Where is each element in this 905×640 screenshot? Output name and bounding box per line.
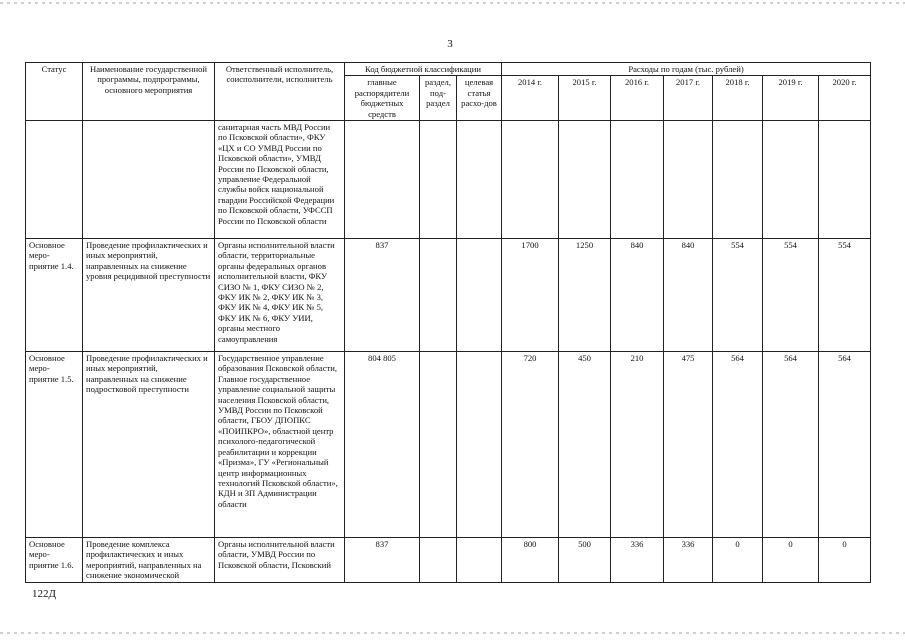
cell-value: 1700	[502, 239, 559, 352]
cell-grbs	[345, 121, 420, 239]
header-year: 2016 г.	[611, 76, 664, 121]
cell-name: Проведение профилактических и иных мероприятий, направленных на снижение подростковой преступности	[83, 352, 215, 538]
cell-value	[713, 121, 763, 239]
cell-value: 475	[664, 352, 713, 538]
cell-value: 840	[611, 239, 664, 352]
scan-artifact-bottom	[0, 632, 905, 634]
table-row	[26, 239, 871, 352]
header-target: целевая статья расхо-дов	[457, 76, 502, 121]
page-number: 3	[447, 38, 453, 50]
header-name: Наименование государственной программы, подпрограммы, основного мероприятия	[83, 63, 215, 121]
header-year: 2018 г.	[713, 76, 763, 121]
cell-executor: Государственное управление образования Псковской области, Главное государственное управление социальной защиты населения Псковской области, УМВД России по Псковской области, ГБОУ ДПОПКС «ПОИПКРО», областной центр психолого-педагогической реабилитации и коррекции «Призма», ГУ «Региональный центр информационных технологий Псковской области», КДН и ЗП Администрации области	[215, 352, 345, 538]
cell-value: 800	[502, 538, 559, 583]
cell-status	[26, 121, 83, 239]
cell-executor: Органы исполнительной власти области, УМВД России по Псковской области, Псковский	[215, 538, 345, 583]
cell-value: 720	[502, 352, 559, 538]
cell-value: 450	[559, 352, 611, 538]
cell-value: 1250	[559, 239, 611, 352]
cell-value	[502, 121, 559, 239]
cell-section	[420, 239, 457, 352]
header-status: Статус	[26, 63, 83, 121]
header-expenses: Расходы по годам (тыс. рублей)	[502, 63, 871, 76]
header-year: 2015 г.	[559, 76, 611, 121]
cell-target	[457, 239, 502, 352]
cell-section	[420, 538, 457, 583]
header-year: 2017 г.	[664, 76, 713, 121]
cell-value: 0	[819, 538, 871, 583]
budget-table	[25, 62, 871, 583]
cell-value: 564	[713, 352, 763, 538]
cell-name: Проведение профилактических и иных мероприятий, направленных на снижение уровня рецидивной преступности	[83, 239, 215, 352]
cell-target	[457, 121, 502, 239]
cell-value: 554	[763, 239, 819, 352]
cell-value: 336	[611, 538, 664, 583]
cell-section	[420, 352, 457, 538]
header-year: 2019 г.	[763, 76, 819, 121]
cell-grbs: 837	[345, 538, 420, 583]
cell-name: Проведение комплекса профилактических и иных мероприятий, направленных на снижение экономической	[83, 538, 215, 583]
cell-value: 554	[819, 239, 871, 352]
cell-value	[819, 121, 871, 239]
cell-value: 336	[664, 538, 713, 583]
cell-status: Основное меро-приятие 1.4.	[26, 239, 83, 352]
cell-target	[457, 352, 502, 538]
cell-grbs: 837	[345, 239, 420, 352]
cell-executor: Органы исполнительной власти области, территориальные органы федеральных органов исполнительной власти, ФКУ СИЗО № 1, ФКУ СИЗО № 2, ФКУ ИК № 2, ФКУ ИК № 3, ФКУ ИК № 4, ФКУ ИК № 5, ФКУ ИК № 6, ФКУ УИИ, органы местного самоуправления	[215, 239, 345, 352]
cell-value	[664, 121, 713, 239]
cell-value: 564	[819, 352, 871, 538]
cell-section	[420, 121, 457, 239]
header-budget-code: Код бюджетной классификации	[345, 63, 502, 76]
header-grbs: главные распорядители бюджетных средств	[345, 76, 420, 121]
document-code: 122Д	[32, 588, 57, 600]
table-row	[26, 538, 871, 583]
cell-target	[457, 538, 502, 583]
header-year: 2020 г.	[819, 76, 871, 121]
cell-value	[559, 121, 611, 239]
cell-status: Основное меро-приятие 1.6.	[26, 538, 83, 583]
table-row	[26, 352, 871, 538]
table-row	[26, 121, 871, 239]
cell-value: 210	[611, 352, 664, 538]
header-year: 2014 г.	[502, 76, 559, 121]
cell-name	[83, 121, 215, 239]
cell-value	[611, 121, 664, 239]
header-section: раздел, под-раздел	[420, 76, 457, 121]
cell-value	[763, 121, 819, 239]
cell-value: 554	[713, 239, 763, 352]
cell-grbs: 804 805	[345, 352, 420, 538]
cell-value: 564	[763, 352, 819, 538]
scan-artifact-top	[0, 2, 905, 4]
cell-executor: санитарная часть МВД России по Псковской области», ФКУ «ЦХ и СО УМВД России по Псковской области», УМВД России по Псковской области, управление Федеральной службы войск национальной гвардии Российской Федерации по Псковской области, УФССП России по Псковской области	[215, 121, 345, 239]
cell-value: 840	[664, 239, 713, 352]
cell-status: Основное меро-приятие 1.5.	[26, 352, 83, 538]
header-executor: Ответственный исполнитель, соисполнители, исполнитель	[215, 63, 345, 121]
cell-value: 0	[763, 538, 819, 583]
cell-value: 500	[559, 538, 611, 583]
cell-value: 0	[713, 538, 763, 583]
